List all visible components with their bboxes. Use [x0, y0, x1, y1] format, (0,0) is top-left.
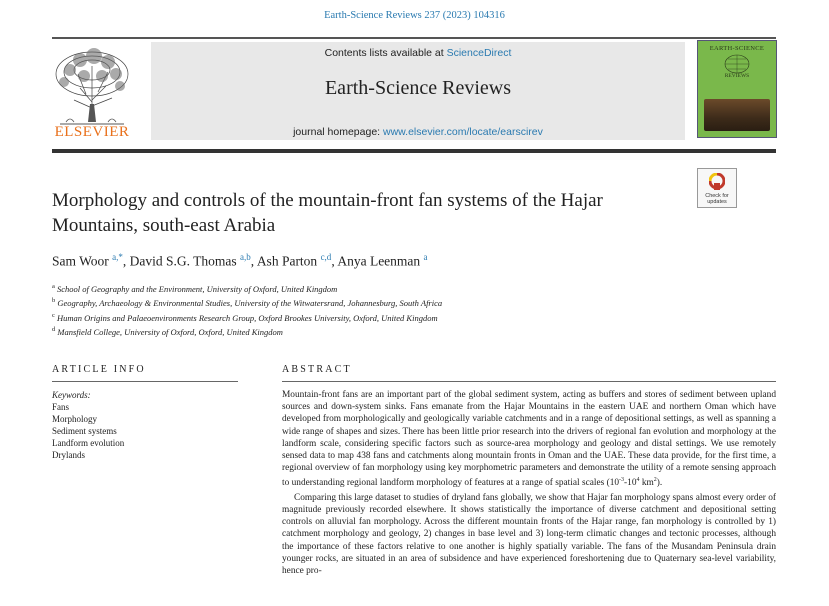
homepage-prefix: journal homepage: — [293, 126, 383, 138]
author-affil-marker[interactable]: a,b — [240, 252, 251, 262]
article-info-heading: ARTICLE INFO — [52, 364, 146, 375]
check-updates-icon — [709, 173, 725, 191]
keyword-item: Landform evolution — [52, 438, 125, 448]
author-name[interactable]: Anya Leenman — [337, 253, 421, 269]
article-info-rule — [52, 381, 238, 382]
abstract-body — [282, 389, 776, 577]
keyword-item: Morphology — [52, 414, 97, 424]
keywords-label: Keywords: — [52, 390, 91, 400]
elsevier-wordmark: ELSEVIER — [54, 124, 130, 140]
abstract-heading: ABSTRACT — [282, 364, 352, 375]
affiliation-item: $^d$ Mansfield College, University of Oxford, Oxford, United Kingdom — [52, 325, 283, 337]
sciencedirect-link[interactable]: ScienceDirect — [446, 47, 512, 59]
keyword-item: Fans — [52, 402, 70, 412]
cover-subtitle: REVIEWS — [724, 73, 750, 79]
contents-availability-line — [151, 47, 685, 59]
author-name[interactable]: Ash Parton — [256, 253, 318, 269]
author-affil-marker[interactable]: a,* — [112, 252, 123, 262]
affiliation-item: $^c$ Human Origins and Palaeoenvironments Research Group, Oxford Brookes University, Oxford, United Kingdom — [52, 311, 438, 323]
author-affil-marker[interactable]: c,d — [320, 252, 332, 262]
cover-globe-icon — [724, 53, 750, 75]
cover-title: EARTH-SCIENCE — [709, 45, 765, 52]
check-updates-label: Check for updates — [705, 193, 729, 205]
cover-photo — [704, 99, 770, 131]
header-bottom-rule — [52, 149, 776, 153]
check-for-updates-button[interactable] — [697, 168, 737, 208]
article-title: Morphology and controls of the mountain-front fan systems of the Hajar Mountains, south-east Arabia — [52, 190, 603, 236]
header-top-rule — [52, 37, 776, 39]
author-affil-marker[interactable]: a — [423, 252, 428, 262]
journal-homepage-line — [151, 126, 685, 138]
abstract-paragraph-2: Comparing this large dataset to studies of dryland fans globally, we show that Hajar fan morphology spans almost every order of magnitude previously recorded elsewhere. It shows statistically the importance of diverse catchment and depositional setting controls on alluvial fan morphology. Across the different mountain fronts of the Hajar range, fan morphology is controlled by 1) catchment morphology and geology, 2) changes in base level and 3) long-term climatic changes and tectonic processes, although the importance of these factors relative to one another is highly spatially variable. The fans of the Musandam Peninsula drain younger rocks, are situated in an area of subsidence and have experienced foreshortening due to Quaternary sea-level variability, hence pro- — [282, 492, 776, 576]
keywords-block — [52, 389, 242, 461]
abstract-rule — [282, 381, 776, 382]
contents-prefix: Contents lists available at — [324, 47, 447, 59]
affiliation-item: $^b$ Geography, Archaeology & Environmental Studies, University of the Witwatersrand, Johannesburg, South Africa — [52, 297, 443, 309]
author-name[interactable]: Sam Woor — [52, 253, 109, 269]
journal-cover-thumbnail[interactable] — [697, 40, 777, 138]
author-list: Sam Woor $^{a,*}$, David S.G. Thomas $^{a,b}$, Ash Parton $^{c,d}$, Anya Leenman $^a$ — [52, 252, 428, 269]
journal-homepage-link[interactable]: www.elsevier.com/locate/earscirev — [383, 126, 543, 138]
keyword-item: Drylands — [52, 450, 85, 460]
journal-title: Earth-Science Reviews — [324, 77, 512, 99]
abstract-paragraph-1: Mountain-front fans are an important part of the global sediment system, acting as buffers and stores of sediment between upland sources and down-system sinks. Fans emanate from the Hajar Mountains in the eastern UAE and northern Oman which have developed from morphologically and geologically variable catchments and in a range of depositional settings, as well as spanning a wide range of shapes and sizes. There has been little prior research into the drivers of regional fan evolution and morphology at the landform scale, considering specific factors such as source-area morphology and geology and distal settings. We use remotely sensed data to map 438 fans and catchments along mountain fronts in Oman and the UAE. These data provide, for the first time, a regional overview of fan morphology using key morphometric parameters and demonstrate the utility of a remote sensing approach to understanding regional landform morphology of features at a range of spatial scales ($10^{-3}-10^4$ $km^2$). — [282, 390, 776, 489]
affiliation-list — [52, 281, 752, 338]
author-name[interactable]: David S.G. Thomas — [129, 253, 237, 269]
journal-citation-link[interactable]: Earth-Science Reviews 237 (2023) 104316 — [324, 10, 505, 21]
keyword-item: Sediment systems — [52, 426, 117, 436]
affiliation-item: $^a$ School of Geography and the Environment, University of Oxford, United Kingdom — [52, 283, 338, 294]
